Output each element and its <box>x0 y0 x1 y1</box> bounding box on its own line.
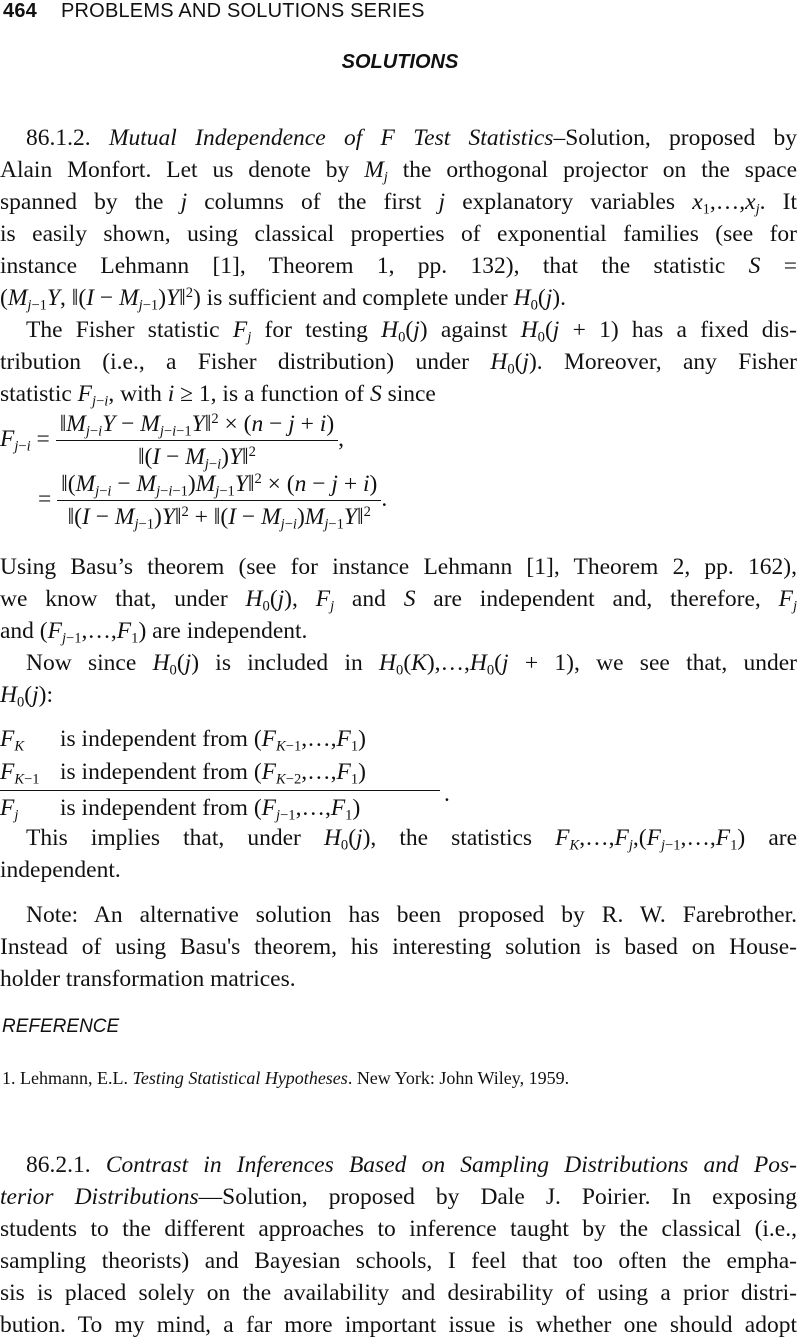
fraction: $\frac{‖M_{j-i}Y - M_{j-i-1}Y‖^2 \times (n - j + i)}{‖(I - M_{j-i})Y‖^2}$ <box>56 410 338 471</box>
solution-byline: —Solution, proposed by Dale J. Poirier. In exposing <box>198 1184 797 1210</box>
independence-row: $F_K$ is independent from $(F_{K-1},\dots,F_1)$ <box>0 726 366 755</box>
paragraph-line: is easily shown, using classical properties of exponential families (see for <box>0 221 797 247</box>
solution-heading-86-1-2 <box>0 123 797 154</box>
paragraph-line: instance Lehmann [1], Theorem 1, pp. 132), that the statistic S = <box>0 253 797 279</box>
page-number: 464 <box>3 0 37 22</box>
paragraph-line: $H_0(j)$: <box>0 682 53 711</box>
solution-title-cont: terior Distributions <box>0 1184 199 1210</box>
equation-punct: . <box>381 485 388 512</box>
reference-heading: REFERENCE <box>2 1016 120 1037</box>
paragraph-line: This implies that, under $H_0(j)$, the statistics $F_K,\dots,F_j,(F_{j-1},\dots,F_1)$ are <box>26 825 798 854</box>
paragraph-line: tribution (i.e., a Fisher distribution) under $H_0(j)$. Moreover, any Fisher <box>0 349 797 378</box>
paragraph-line: we know that, under $H_0(j)$, $F_j$ and S are independent and, therefore, $F_j$ <box>0 586 798 615</box>
note-line: holder transformation matrices. <box>0 966 296 992</box>
running-head <box>3 0 425 23</box>
reference-number: 1. <box>2 1068 16 1088</box>
solution-title: Mutual Independence of F Test Statistics <box>108 125 554 151</box>
solution-heading-86-2-1 <box>0 1150 797 1181</box>
solution-number: 86.2.1. <box>26 1152 91 1178</box>
paragraph-line: Using Basu’s theorem (see for instance Lehmann [1], Theorem 2, pp. 162), <box>0 554 797 580</box>
paragraph-line: and $(F_{j-1},\dots,F_1)$ are independent. <box>0 618 308 647</box>
paragraph-line: independent. <box>0 857 121 883</box>
reference-publisher: . New York: John Wiley, 1959. <box>347 1068 570 1088</box>
equation-line-2: = $\frac{‖(M_{j-i} - M_{j-i-1})M_{j-1}Y‖^2 \times (n - j + i)}{‖(I - M_{j-1})Y‖^2 + ‖(I - M_{j-i})M_{j-1}Y‖^2}$ . <box>38 471 388 533</box>
paragraph-line: sampling theorists) and Bayesian schools, I feel that too often the empha- <box>0 1248 797 1274</box>
paragraph-line: The Fisher statistic $F_j$ for testing $H_0(j)$ against $H_0(j + 1)$ has a fixed dis- <box>26 317 797 346</box>
paragraph-line: students to the different approaches to inference taught by the classical (i.e., <box>0 1216 797 1242</box>
fraction: $\frac{‖(M_{j-i} - M_{j-i-1})M_{j-1}Y‖^2 \times (n - j + i)}{‖(I - M_{j-1})Y‖^2 + ‖(I - M_{j-i})M_{j-1}Y‖^2}$ <box>57 470 381 531</box>
paragraph-line: Now since $H_0(j)$ is included in $H_0(K),\dots,H_0(j + 1)$, we see that, under <box>26 650 797 679</box>
note-line: Instead of using Basu's theorem, his interesting solution is based on House- <box>0 934 797 960</box>
paragraph-line: Alain Monfort. Let us denote by $M_j$ the orthogonal projector on the space <box>0 157 797 186</box>
solution-title: Contrast in Inferences Based on Sampling Distributions and Pos- <box>105 1152 798 1178</box>
reference-title: Testing Statistical Hypotheses <box>132 1068 348 1088</box>
independence-row: $F_{K-1}$ is independent from $(F_{K-2},\dots,F_1)$ <box>0 759 366 788</box>
paragraph-line: statistic $F_{j-i}$, with i ≥ 1, is a function of S since <box>0 381 436 410</box>
list-punct: . <box>444 781 450 807</box>
equation-punct: , <box>338 425 345 452</box>
solution-byline: –Solution, proposed by <box>553 125 798 151</box>
paragraph-line: bution. To my mind, a far more important issue is whether one should adopt <box>0 1312 797 1338</box>
running-title: PROBLEMS AND SOLUTIONS SERIES <box>61 0 425 22</box>
reference-author: Lehmann, E.L. <box>20 1068 128 1088</box>
note-line: Note: An alternative solution has been proposed by R. W. Farebrother. <box>26 902 797 928</box>
equation-line-1: $F_{j-i}$ = $\frac{‖M_{j-i}Y - M_{j-i-1}Y‖^2 \times (n - j + i)}{‖(I - M_{j-i})Y‖^2}$ , <box>0 411 345 473</box>
section-title: SOLUTIONS <box>341 51 459 73</box>
ellipsis-rule <box>0 790 440 791</box>
solution-number: 86.1.2. <box>26 125 91 151</box>
paragraph-line: spanned by the j columns of the first j explanatory variables $x_1,\dots,x_j$. It <box>0 189 797 218</box>
paragraph-line: sis is placed solely on the availability and desirability of using a prior distri- <box>0 1280 797 1306</box>
independence-row: $F_j$ is independent from $(F_{j-1},\dots,F_1)$ <box>0 795 361 824</box>
paragraph-line: ($M_{j-1}Y$, ‖(I − $M_{j-1})Y‖^2$) is sufficient and complete under $H_0(j)$. <box>0 285 566 314</box>
reference-item <box>2 1068 569 1089</box>
paragraph-line <box>0 1182 797 1213</box>
